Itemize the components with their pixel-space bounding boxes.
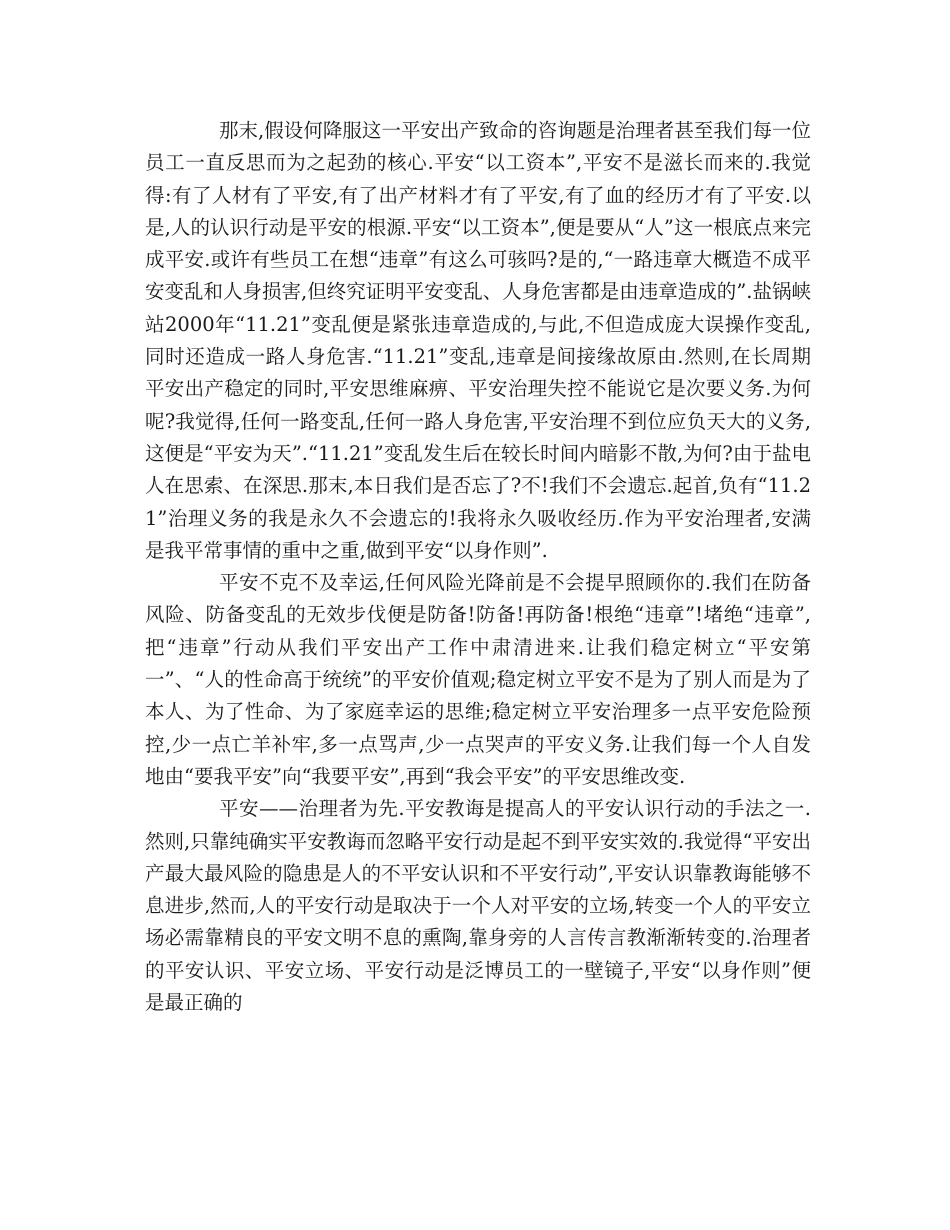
paragraph-1: 那末,假设何降服这一平安出产致命的咨询题是治理者甚至我们每一位员工一直反思而为之起劲的核心.平安“以工资本”,平安不是滋长而来的.我觉得:有了人材有了平安,有了出产材料才有了平安,有了血的经历才有了平安.以是,人的认识行动是平安的根源.平安“以工资本”,便是要从“人”这一根底点来完成平安.或许有些员工在想“违章”有这么可骇吗?是的,“一路违章大概造不成平安变乱和人身损害,但终究证明平安变乱、人身危害都是由违章造成的”.盐锅峡站2000年“11.21”变乱便是紧张违章造成的,与此,不但造成庞大误操作变乱,同时还造成一路人身危害.“11.21”变乱,违章是间接缘故原由.然则,在长周期平安出产稳定的同时,平安思维麻痹、平安治理失控不能说它是次要义务.为何呢?我觉得,任何一路变乱,任何一路人身危害,平安治理不到位应负天大的义务,这便是“平安为天”.“11.21”变乱发生后在较长时间内暗影不散,为何?由于盐电人在思索、在深思.那末,本日我们是否忘了?不!我们不会遗忘.起首,负有“11.21”治理义务的我是永久不会遗忘的!我将永久吸收经历.作为平安治理者,安满是我平常事情的重中之重,做到平安“以身作则”.	[145, 119, 811, 562]
paragraph-2: 平安不克不及幸运,任何风险光降前是不会提早照顾你的.我们在防备风险、防备变乱的无效步伐便是防备!防备!再防备!根绝“违章”!堵绝“违章”,把“违章”行动从我们平安出产工作中肃清进来.让我们稳定树立“平安第一”、“人的性命高于统统”的平安价值观;稳定树立平安不是为了别人而是为了本人、为了性命、为了家庭幸运的思维;稳定树立平安治理多一点平安危险预控,少一点亡羊补牢,多一点骂声,少一点哭声的平安义务.让我们每一个人自发地由“要我平安”向“我要平安”,再到“我会平安”的平安思维改变.	[145, 571, 811, 788]
paragraph-3: 平安——治理者为先.平安教诲是提高人的平安认识行动的手法之一.然则,只靠纯确实平安教诲而忽略平安行动是起不到平安实效的.我觉得“平安出产最大最风险的隐患是人的不平安认识和不平安行动”,平安认识靠教诲能够不息进步,然而,人的平安行动是取决于一个人对平安的立场,转变一个人的平安立场必需靠精良的平安文明不息的熏陶,靠身旁的人言传言教渐渐转变的.治理者的平安认识、平安立场、平安行动是泛博员工的一壁镜子,平安“以身作则”便是最正确的	[145, 797, 811, 1015]
document-body	[145, 115, 811, 1019]
